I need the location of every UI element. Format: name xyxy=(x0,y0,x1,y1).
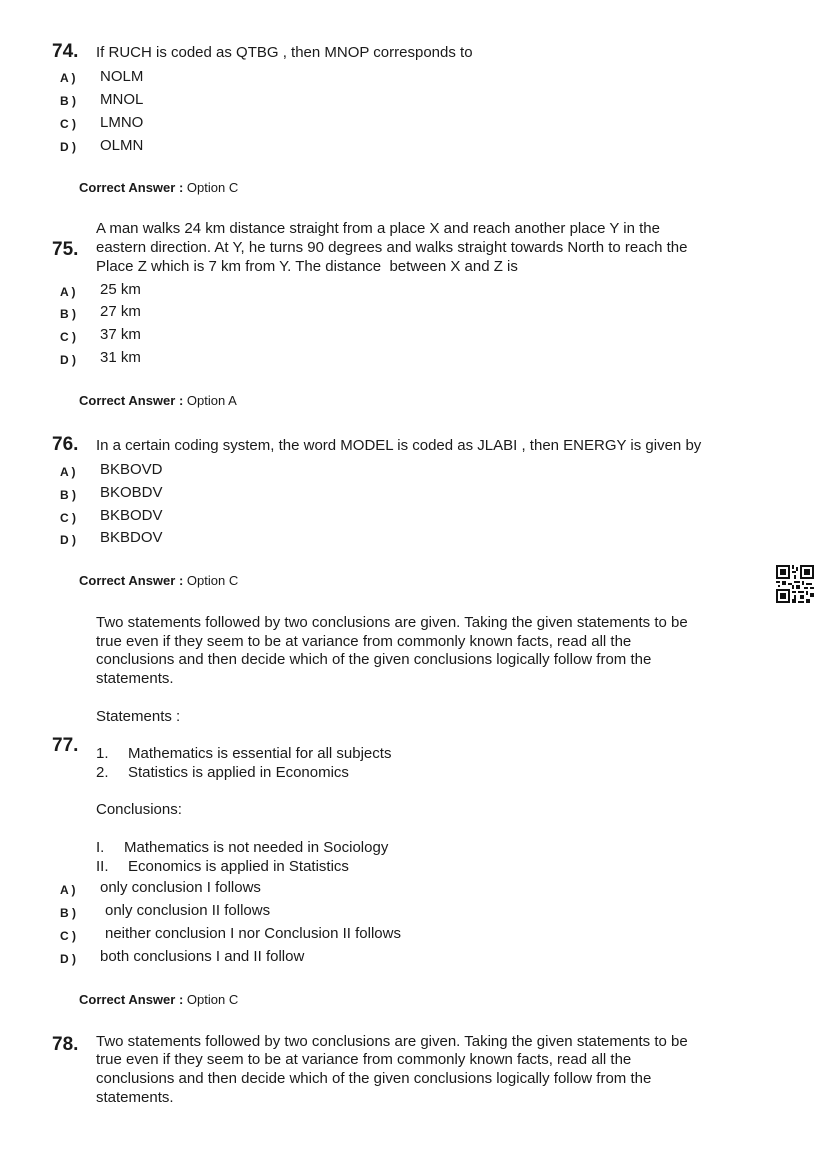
intro-line: conclusions and then decide which of the given conclusions logically follow from the xyxy=(96,651,652,668)
intro-line: Two statements followed by two conclusions are given. Taking the given statements to be xyxy=(96,614,688,631)
option-d-text: BKBDOV xyxy=(100,529,163,546)
option-b-label: B ) xyxy=(60,307,76,321)
correct-answer-label: Correct Answer : xyxy=(79,573,184,588)
intro-line: true even if they seem to be at variance from commonly known facts, read all the xyxy=(96,1051,632,1068)
statement-number: 2. xyxy=(96,764,109,781)
correct-answer xyxy=(79,573,238,589)
option-c-label: C ) xyxy=(60,117,76,131)
conclusions-heading: Conclusions: xyxy=(96,801,182,818)
correct-answer-value: Option C xyxy=(186,573,239,588)
correct-answer-label: Correct Answer : xyxy=(79,180,184,195)
correct-answer xyxy=(79,180,238,196)
intro-line: statements. xyxy=(96,670,174,687)
option-a-text: 25 km xyxy=(100,281,141,298)
option-b-text: BKOBDV xyxy=(100,484,163,501)
statement-number: 1. xyxy=(96,745,109,762)
option-b-text: only conclusion II follows xyxy=(105,902,271,919)
correct-answer xyxy=(79,992,238,1008)
conclusion-number: II. xyxy=(96,858,109,875)
correct-answer xyxy=(79,393,237,409)
option-d-label: D ) xyxy=(60,140,76,154)
option-c-text: neither conclusion I nor Conclusion II follows xyxy=(105,925,401,942)
correct-answer-label: Correct Answer : xyxy=(79,992,184,1007)
intro-line: conclusions and then decide which of the given conclusions logically follow from the xyxy=(96,1070,652,1087)
option-c-text: BKBODV xyxy=(100,507,163,524)
option-a-text: BKBOVD xyxy=(100,461,163,478)
option-a-label: A ) xyxy=(60,883,76,897)
correct-answer-value: Option C xyxy=(186,992,239,1007)
option-a-label: A ) xyxy=(60,285,76,299)
option-c-label: C ) xyxy=(60,929,76,943)
question-stem-line: A man walks 24 km distance straight from a place X and reach another place Y in the xyxy=(96,220,660,237)
conclusion-number: I. xyxy=(96,839,105,856)
option-b-label: B ) xyxy=(60,94,76,108)
option-d-label: D ) xyxy=(60,353,76,367)
option-b-text: MNOL xyxy=(100,91,144,108)
question-stem-line: Place Z which is 7 km from Y. The distance between X and Z is xyxy=(96,258,518,275)
question-number: 74. xyxy=(52,41,79,62)
option-b-label: B ) xyxy=(60,488,76,502)
conclusion-text: Mathematics is not needed in Sociology xyxy=(124,839,389,856)
option-c-label: C ) xyxy=(60,330,76,344)
question-stem: If RUCH is coded as QTBG , then MNOP corresponds to xyxy=(96,44,473,61)
question-stem-line: eastern direction. At Y, he turns 90 degrees and walks straight towards North to reach the xyxy=(96,239,688,256)
statement-text: Mathematics is essential for all subjects xyxy=(128,745,392,762)
statement-text: Statistics is applied in Economics xyxy=(128,764,349,781)
option-d-label: D ) xyxy=(60,533,76,547)
correct-answer-value: Option C xyxy=(186,180,239,195)
question-number: 75. xyxy=(52,239,79,260)
option-d-text: both conclusions I and II follow xyxy=(100,948,305,965)
conclusion-text: Economics is applied in Statistics xyxy=(128,858,349,875)
option-c-text: LMNO xyxy=(100,114,144,131)
option-c-text: 37 km xyxy=(100,326,141,343)
question-stem: In a certain coding system, the word MODEL is coded as JLABI , then ENERGY is given by xyxy=(96,437,702,454)
option-d-text: OLMN xyxy=(100,137,144,154)
option-a-label: A ) xyxy=(60,71,76,85)
intro-line: Two statements followed by two conclusions are given. Taking the given statements to be xyxy=(96,1033,688,1050)
intro-line: true even if they seem to be at variance from commonly known facts, read all the xyxy=(96,633,632,650)
question-number: 76. xyxy=(52,434,79,455)
option-c-label: C ) xyxy=(60,511,76,525)
option-a-text: NOLM xyxy=(100,68,144,85)
option-a-label: A ) xyxy=(60,465,76,479)
intro-line: statements. xyxy=(96,1089,174,1106)
option-b-label: B ) xyxy=(60,906,76,920)
correct-answer-label: Correct Answer : xyxy=(79,393,184,408)
statements-heading: Statements : xyxy=(96,708,181,725)
option-d-text: 31 km xyxy=(100,349,141,366)
option-d-label: D ) xyxy=(60,952,76,966)
question-number: 78. xyxy=(52,1034,79,1055)
option-b-text: 27 km xyxy=(100,303,141,320)
correct-answer-value: Option A xyxy=(186,393,237,408)
question-number: 77. xyxy=(52,735,79,756)
option-a-text: only conclusion I follows xyxy=(100,879,261,896)
qr-code-icon xyxy=(776,565,814,603)
